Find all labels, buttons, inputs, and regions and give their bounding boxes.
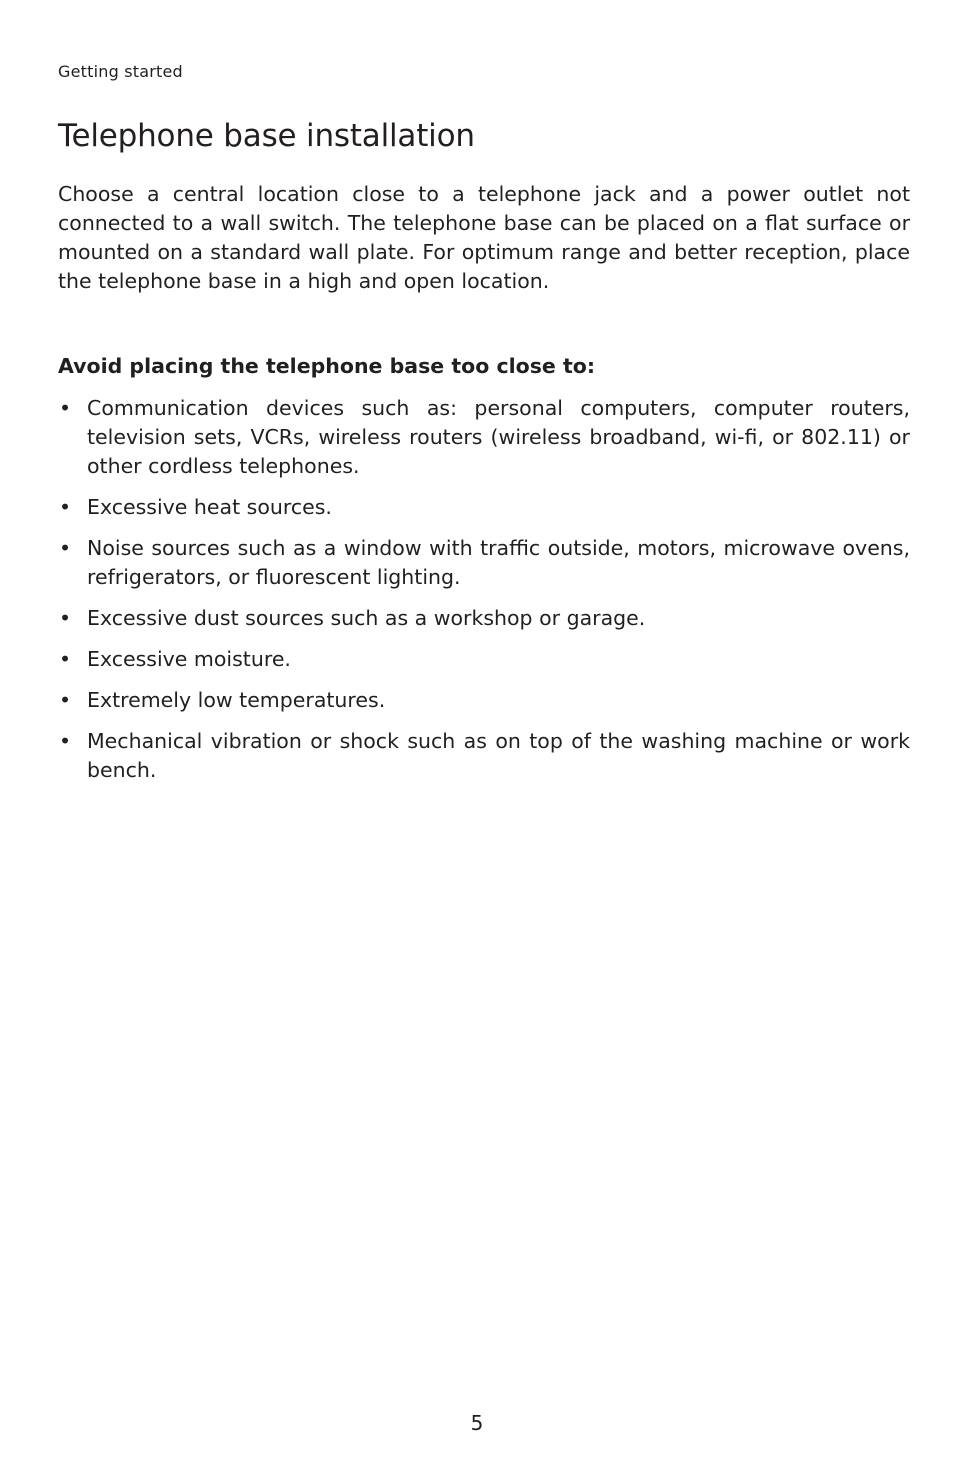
section-label: Getting started	[58, 62, 183, 81]
list-item-text: Excessive dust sources such as a workshop or garage.	[87, 606, 646, 630]
list-item-text: Excessive moisture.	[87, 647, 291, 671]
list-item-text: Mechanical vibration or shock such as on top of the washing machine or work bench.	[87, 729, 910, 782]
avoid-list	[58, 394, 910, 797]
list-item	[58, 493, 910, 522]
list-item	[58, 645, 910, 674]
bullet-icon: •	[59, 688, 72, 712]
bullet-icon: •	[59, 495, 72, 519]
list-item-text: Extremely low temperatures.	[87, 688, 386, 712]
list-item	[58, 686, 910, 715]
list-item	[58, 604, 910, 633]
list-item-text: Excessive heat sources.	[87, 495, 332, 519]
list-item	[58, 394, 910, 481]
bullet-icon: •	[59, 396, 72, 420]
list-item	[58, 534, 910, 592]
page-title: Telephone base installation	[58, 118, 475, 154]
avoid-heading: Avoid placing the telephone base too close to:	[58, 354, 596, 378]
intro-paragraph: Choose a central location close to a telephone jack and a power outlet not connected to a wall switch. The telephone base can be placed on a flat surface or mounted on a standard wall plate. For optimum range and better reception, place the telephone base in a high and open location.	[58, 182, 910, 293]
bullet-icon: •	[59, 536, 72, 560]
list-item	[58, 727, 910, 785]
list-item-text: Communication devices such as: personal computers, computer routers, television sets, VCRs, wireless routers (wireless broadband, wi-fi, or 802.11) or other cordless telephones.	[87, 396, 910, 478]
list-item-text: Noise sources such as a window with traffic outside, motors, microwave ovens, refrigerators, or fluorescent lighting.	[87, 536, 910, 589]
bullet-icon: •	[59, 606, 72, 630]
bullet-icon: •	[59, 647, 72, 671]
bullet-icon: •	[59, 729, 72, 753]
page-number: 5	[470, 1411, 484, 1435]
